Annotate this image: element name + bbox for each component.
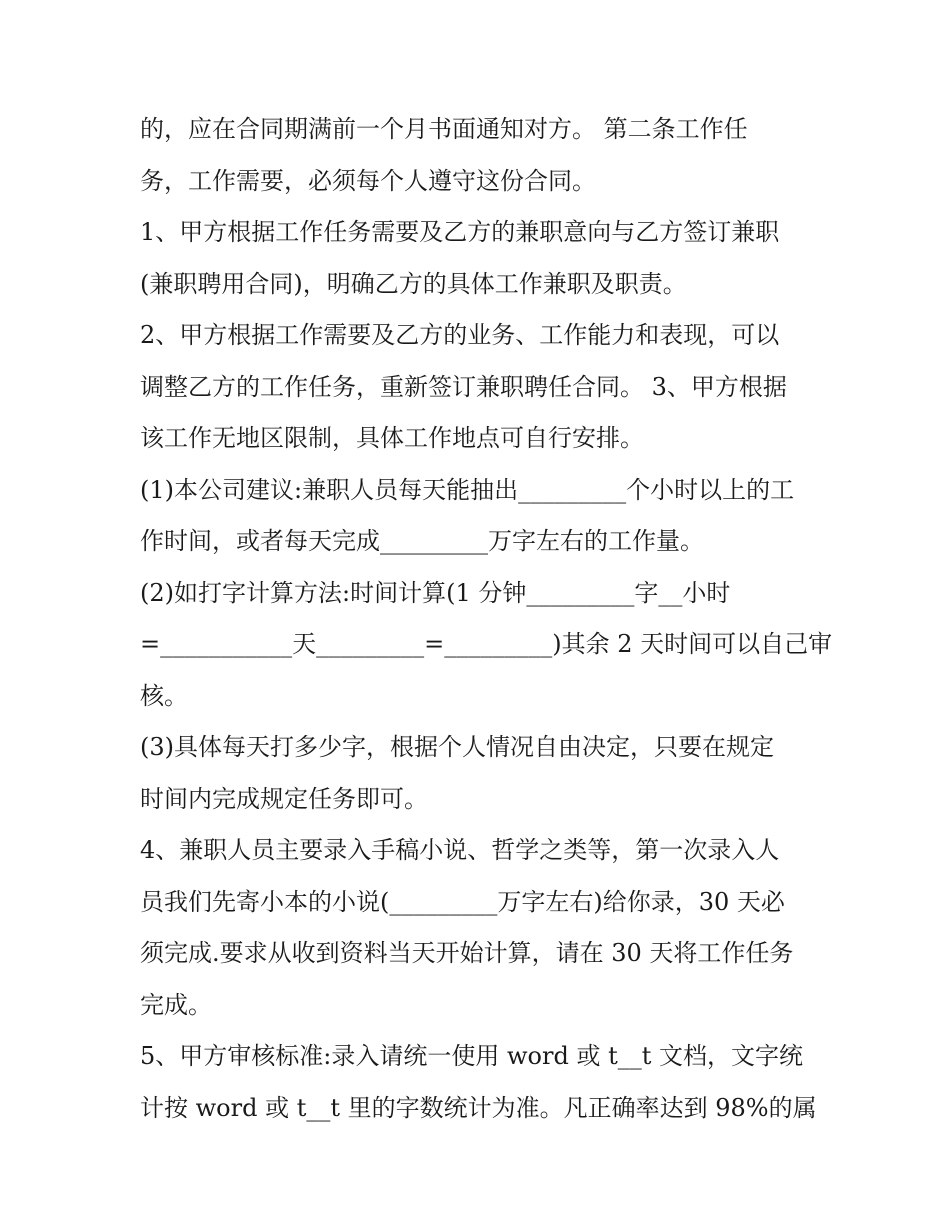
- text-line: 时间内完成规定任务即可。: [140, 784, 428, 813]
- text-line: 2、甲方根据工作需要及乙方的业务、工作能力和表现，可以: [140, 321, 780, 349]
- text-line: (3)具体每天打多少字，根据个人情况自由决定，只要在规定: [140, 733, 774, 761]
- text-line: =___________天_________=_________)其余 2 天时间可以自己审: [140, 630, 833, 658]
- text-line: 务，工作需要，必须每个人遵守这份合同。: [140, 166, 596, 195]
- text-line: 该工作无地区限制，具体工作地点可自行安排。: [140, 424, 644, 452]
- text-line: (2)如打字计算方法:时间计算(1 分钟_________字__小时: [140, 578, 731, 607]
- text-line: 的，应在合同期满前一个月书面通知对方。 第二条工作任: [140, 115, 748, 143]
- document-body: [140, 104, 833, 1134]
- text-line: 完成。: [140, 990, 212, 1019]
- text-line: 1、甲方根据工作任务需要及乙方的兼职意向与乙方签订兼职: [140, 218, 780, 246]
- text-line: (1)本公司建议:兼职人员每天能抽出_________个小时以上的工: [140, 475, 795, 504]
- text-line: 核。: [140, 681, 188, 710]
- text-line: 须完成.要求从收到资料当天开始计算，请在 30 天将工作任务: [140, 939, 794, 967]
- text-line: 4、兼职人员主要录入手稿小说、哲学之类等，第一次录入人: [140, 836, 780, 864]
- text-line: 作时间，或者每天完成_________万字左右的工作量。: [140, 527, 704, 555]
- text-line: 员我们先寄小本的小说(_________万字左右)给你录，30 天必: [140, 887, 785, 916]
- text-line: 5、甲方审核标准:录入请统一使用 word 或 t__t 文档，文字统: [140, 1042, 803, 1070]
- text-line: 计按 word 或 t__t 里的字数统计为准。凡正确率达到 98%的属: [140, 1093, 817, 1122]
- text-line: 调整乙方的工作任务，重新签订兼职聘任合同。 3、甲方根据: [140, 372, 787, 401]
- text-line: (兼职聘用合同)，明确乙方的具体工作兼职及职责。: [140, 269, 687, 298]
